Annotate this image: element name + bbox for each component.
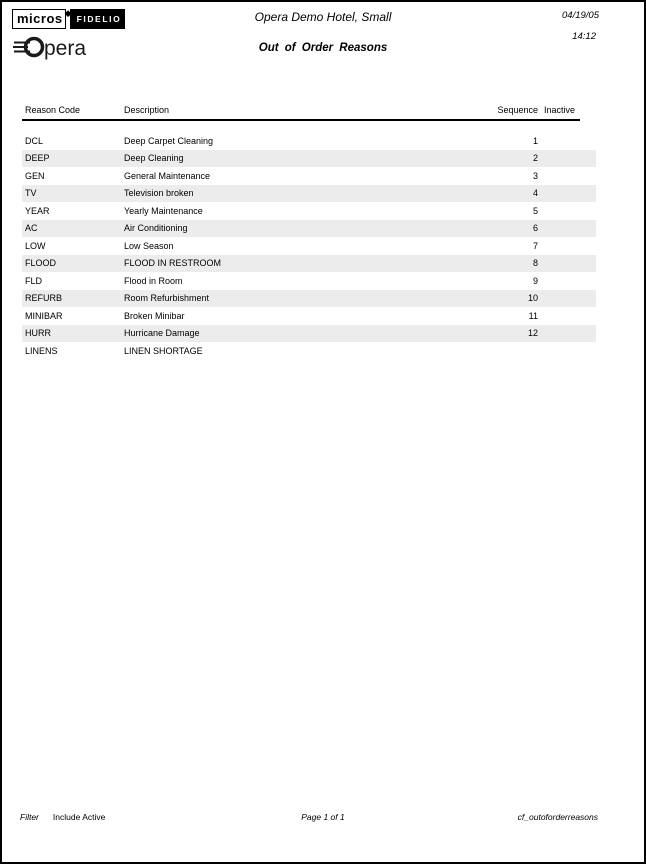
table-row <box>22 307 596 325</box>
reason-code-cell: YEAR <box>25 205 50 216</box>
micros-logo-text: micros <box>12 9 66 29</box>
sequence-cell: 7 <box>532 240 538 251</box>
sequence-cell: 11 <box>528 310 538 321</box>
header-rule <box>22 119 580 121</box>
table-row <box>22 150 596 168</box>
table-row <box>22 202 596 220</box>
table-row <box>22 290 596 308</box>
column-header-reason-code: Reason Code <box>25 105 81 115</box>
report-time: 14:12 <box>572 31 596 42</box>
table-header-row <box>22 102 596 115</box>
table-row <box>22 237 596 255</box>
table-row <box>22 132 596 150</box>
reasons-table <box>22 102 596 360</box>
sequence-cell: 3 <box>532 170 538 181</box>
table-body <box>22 132 596 360</box>
sequence-cell: 12 <box>527 328 538 339</box>
reason-code-cell: AC <box>25 223 38 234</box>
description-cell: Air Conditioning <box>124 223 188 234</box>
table-row <box>22 342 596 360</box>
reason-code-cell: FLD <box>25 275 43 286</box>
description-cell: FLOOD IN RESTROOM <box>124 258 222 269</box>
sequence-cell: 5 <box>532 205 538 216</box>
description-cell: General Maintenance <box>124 170 211 181</box>
diamond-icon: ◆ <box>64 8 72 18</box>
table-row <box>22 255 596 273</box>
description-cell: Broken Minibar <box>124 310 185 321</box>
table-row <box>22 220 596 238</box>
description-cell: Hurricane Damage <box>124 328 200 339</box>
reason-code-cell: GEN <box>25 170 45 181</box>
description-cell: LINEN SHORTAGE <box>124 345 203 356</box>
report-footer <box>2 812 644 826</box>
description-cell: Low Season <box>124 240 174 251</box>
column-header-description: Description <box>124 105 170 115</box>
filter-label: Filter <box>20 812 39 822</box>
description-cell: Deep Cleaning <box>124 153 184 164</box>
table-row <box>22 167 596 185</box>
report-date: 04/19/05 <box>562 10 599 21</box>
description-cell: Flood in Room <box>124 275 183 286</box>
sequence-cell: 1 <box>532 135 538 146</box>
reason-code-cell: HURR <box>25 328 51 339</box>
reason-code-cell: TV <box>25 188 37 199</box>
description-cell: Yearly Maintenance <box>124 205 203 216</box>
reason-code-cell: REFURB <box>25 293 63 304</box>
report-title: Out of Order Reasons <box>258 42 388 54</box>
sequence-cell: 10 <box>527 293 538 304</box>
column-header-sequence: Sequence <box>497 105 538 115</box>
reason-code-cell: LINENS <box>25 345 58 356</box>
hotel-name: Opera Demo Hotel, Small <box>254 10 392 24</box>
sequence-cell: 8 <box>532 258 538 269</box>
table-row <box>22 325 596 343</box>
fidelio-logo-text: FIDELIO <box>70 9 126 29</box>
description-cell: Room Refurbishment <box>124 293 210 304</box>
table-row <box>22 185 596 203</box>
sequence-cell: 4 <box>532 188 538 199</box>
sequence-cell: 2 <box>532 153 538 164</box>
column-header-inactive: Inactive <box>544 105 576 115</box>
reason-code-cell: DEEP <box>25 153 50 164</box>
filter-value: Include Active <box>52 812 106 822</box>
report-id: cf_outoforderreasons <box>517 812 598 822</box>
description-cell: Television broken <box>124 188 194 199</box>
page-number: Page 1 of 1 <box>301 812 345 822</box>
reason-code-cell: MINIBAR <box>25 310 63 321</box>
description-cell: Deep Carpet Cleaning <box>124 135 214 146</box>
reason-code-cell: LOW <box>25 240 46 251</box>
sequence-cell: 6 <box>532 223 538 234</box>
opera-logo-tail-text: pera <box>44 37 87 60</box>
table-row <box>22 272 596 290</box>
reason-code-cell: DCL <box>25 135 44 146</box>
sequence-cell: 9 <box>532 275 538 286</box>
reason-code-cell: FLOOD <box>25 258 57 269</box>
